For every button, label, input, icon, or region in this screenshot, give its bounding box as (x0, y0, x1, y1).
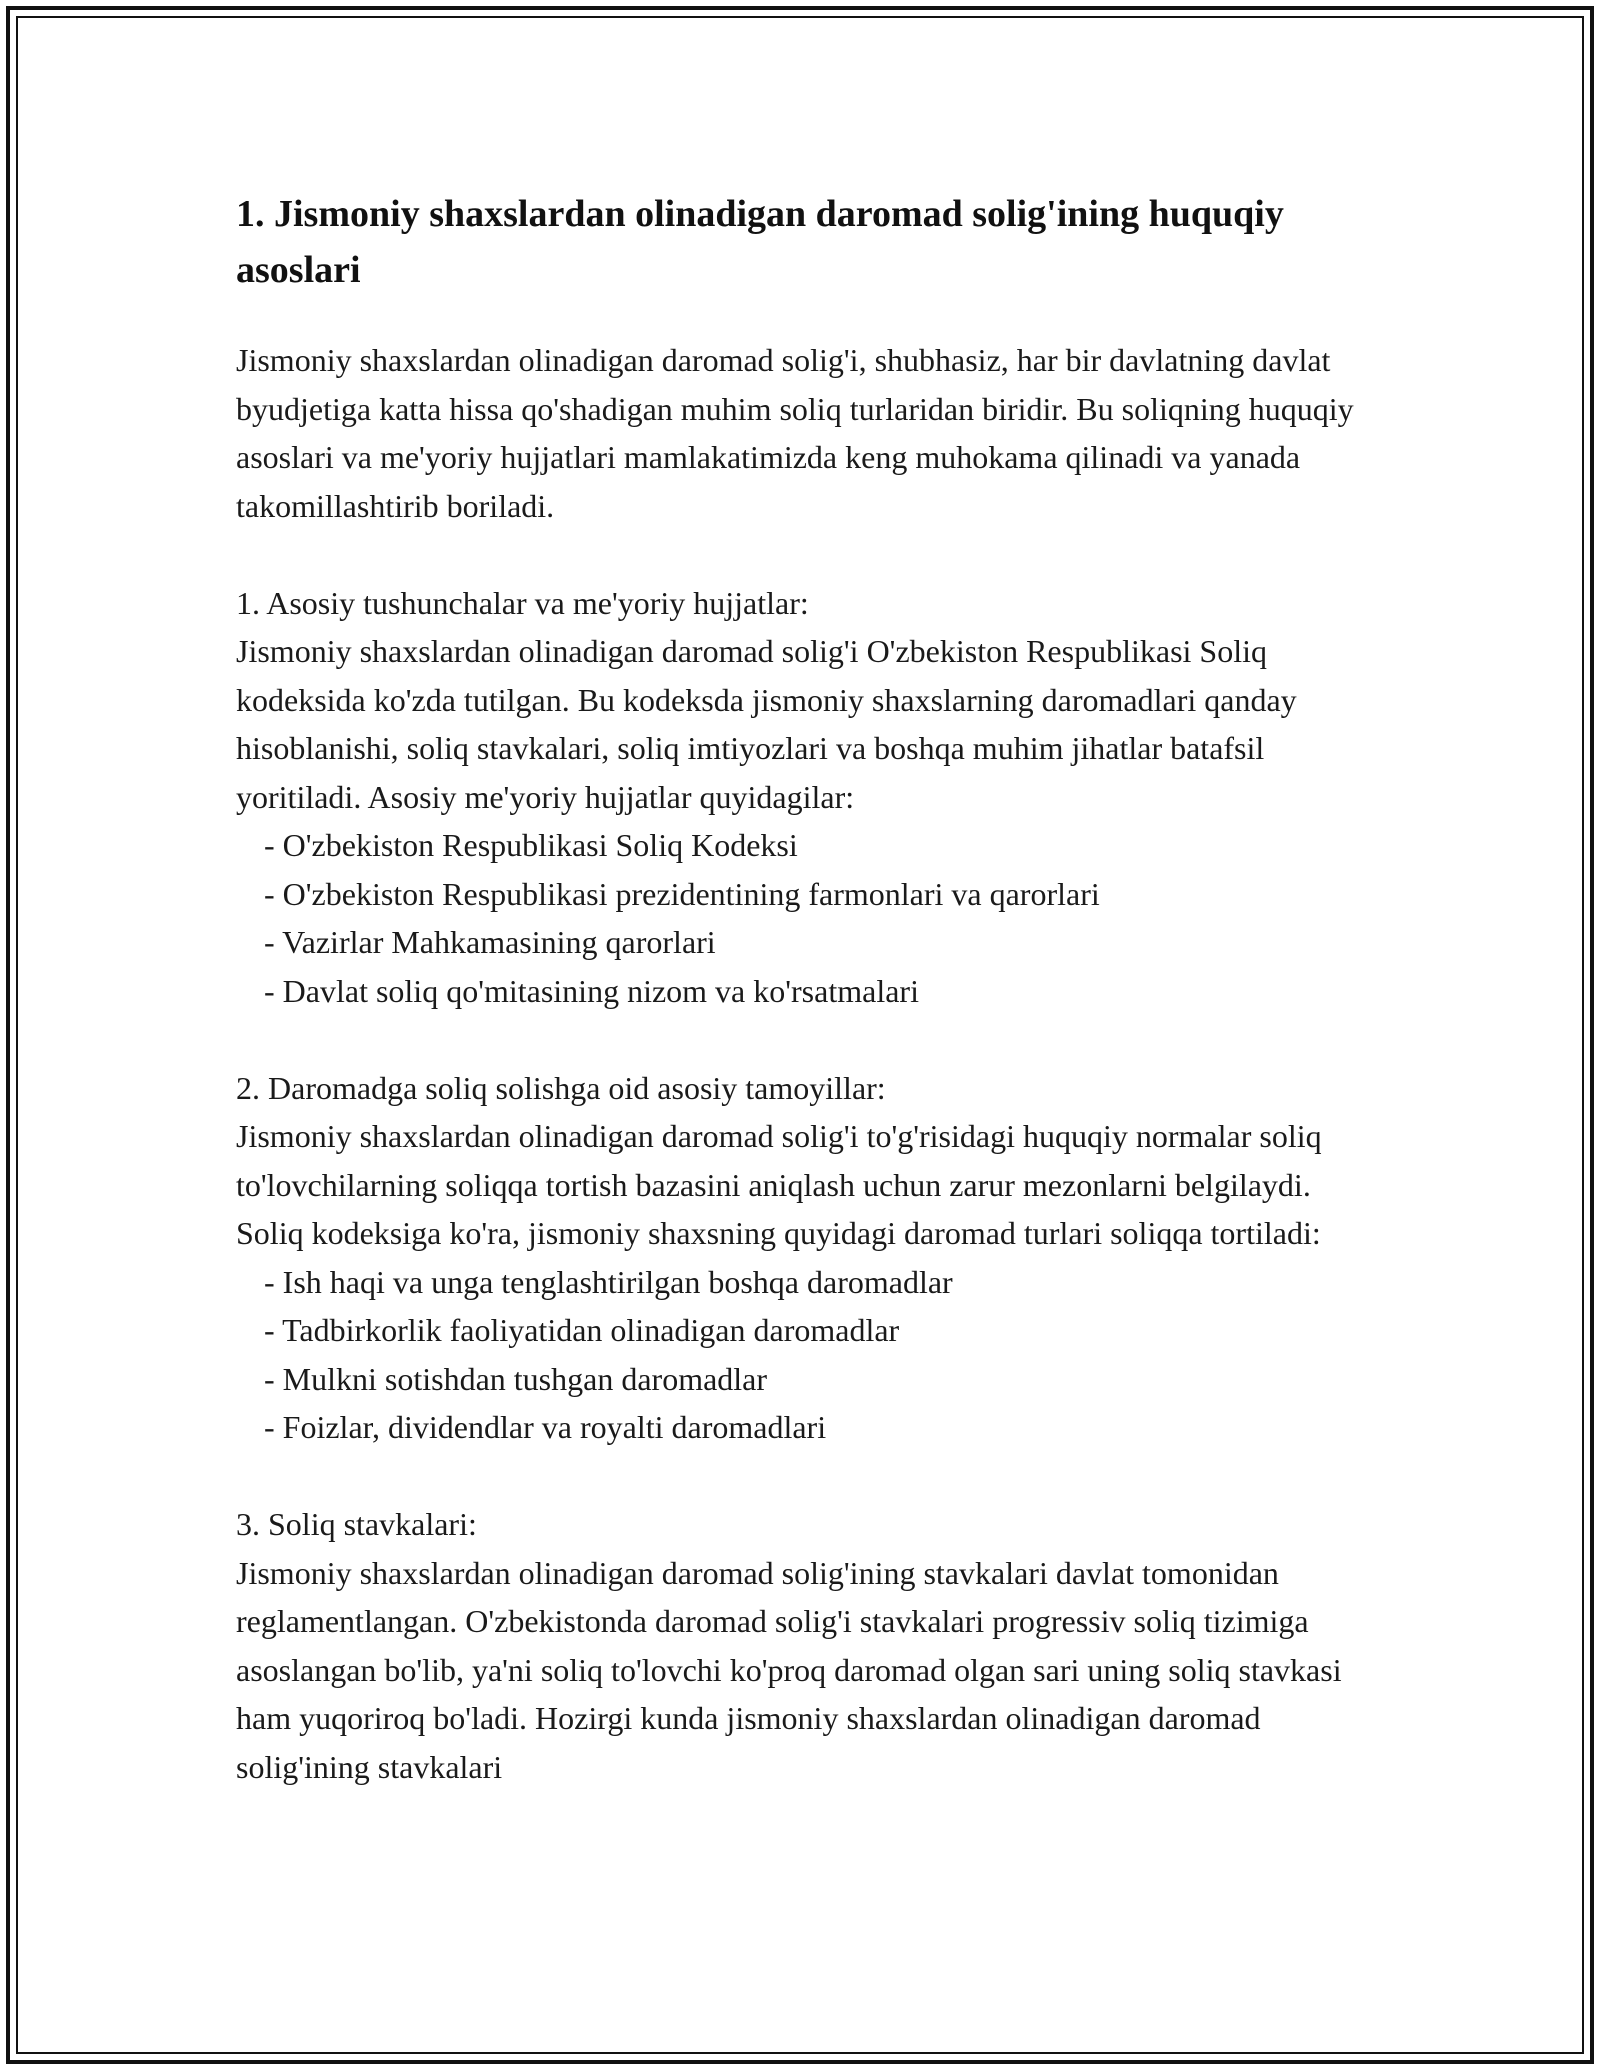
section-3 (236, 1500, 1386, 1791)
section-2-heading: 2. Daromadga soliq solishga oid asosiy tamoyillar: (236, 1069, 886, 1106)
list-item: - O'zbekiston Respublikasi prezidentining farmonlari va qarorlari (264, 875, 1100, 912)
section-2 (236, 1064, 1386, 1452)
section-1-list (236, 821, 1386, 1015)
section-1-body: Jismoniy shaxslardan olinadigan daromad solig'i O'zbekiston Respublikasi Soliq kodeksida ko'zda tutilgan. Bu kodeksda jismoniy shaxslarning daromadlari qanday hisoblanishi, soliq stavkalari, soliq imtiyozlari va boshqa muhim jihatlar batafsil yoritiladi. Asosiy me'yoriy hujjatlar quyidagilar: (236, 633, 1297, 815)
list-item: - Tadbirkorlik faoliyatidan olinadigan daromadlar (264, 1312, 900, 1348)
list-item: - Davlat soliq qo'mitasining nizom va ko'rsatmalari (264, 972, 919, 1009)
document-content (236, 186, 1386, 1791)
list-item: - Mulkni sotishdan tushgan daromadlar (264, 1360, 768, 1397)
section-1-heading: 1. Asosiy tushunchalar va me'yoriy hujjatlar: (236, 584, 809, 621)
section-2-body: Jismoniy shaxslardan olinadigan daromad solig'i to'g'risidagi huquqiy normalar soliq to'lovchilarning soliqqa tortish bazasini aniqlash uchun zarur mezonlarni belgilaydi. Soliq kodeksiga ko'ra, jismoniy shaxsning quyidagi daromad turlari soliqqa tortiladi: (236, 1118, 1322, 1251)
list-item: - Foizlar, dividendlar va royalti daromadlari (264, 1409, 827, 1445)
list-item: - Vazirlar Mahkamasining qarorlari (264, 924, 716, 960)
section-1 (236, 579, 1386, 1016)
list-item: - O'zbekiston Respublikasi Soliq Kodeksi (264, 827, 798, 863)
document-title: 1. Jismoniy shaxslardan olinadigan daromad solig'ining huquqiy asoslari (236, 193, 1284, 291)
list-item: - Ish haqi va unga tenglashtirilgan boshqa daromadlar (264, 1263, 953, 1300)
section-3-body: Jismoniy shaxslardan olinadigan daromad solig'ining stavkalari davlat tomonidan reglamentlangan. O'zbekistonda daromad solig'i stavkalari progressiv soliq tizimiga asoslangan bo'lib, ya'ni soliq to'lovchi ko'proq daromad olgan sari uning soliq stavkasi ham yuqoriroq bo'ladi. Hozirgi kunda jismoniy shaxslardan olinadigan daromad solig'ining stavkalari (236, 1554, 1342, 1785)
intro-paragraph: Jismoniy shaxslardan olinadigan daromad solig'i, shubhasiz, har bir davlatning davlat byudjetiga katta hissa qo'shadigan muhim soliq turlaridan biridir. Bu soliqning huquqiy asoslari va me'yoriy hujjatlari mamlakatimizda keng muhokama qilinadi va yanada takomillashtirib boriladi. (236, 342, 1354, 524)
section-2-list (236, 1258, 1386, 1452)
section-3-heading: 3. Soliq stavkalari: (236, 1506, 477, 1542)
